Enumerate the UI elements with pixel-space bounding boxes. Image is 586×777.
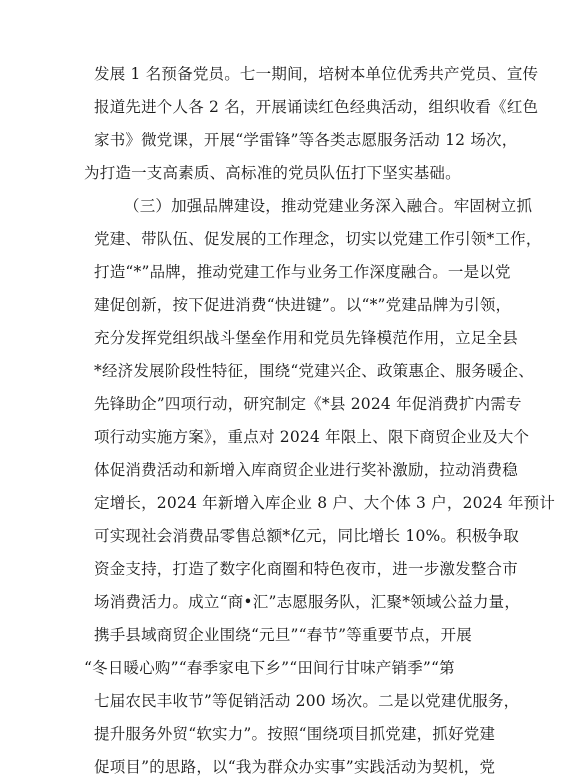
text-line: 携手县域商贸企业围绕“元旦”“春节”等重要节点，开展 [94, 626, 472, 644]
text-line: 家书》微党课，开展“学雷锋”等各类志愿服务活动 12 场次， [94, 131, 518, 149]
text-line: 充分发挥党组织战斗堡垒作用和党员先锋模范作用，立足全县 [94, 329, 518, 347]
text-line: 定增长，2024 年新增入库企业 8 户、大个体 3 户，2024 年预计 [94, 494, 556, 512]
text-line: 报道先进个人各 2 名，开展诵读红色经典活动，组织收看《红色 [94, 98, 539, 116]
text-line: 建促创新，按下促进消费“快进键”。以“*”党建品牌为引领， [94, 296, 512, 314]
text-line: 发展 1 名预备党员。七一期间，培树本单位优秀共产党员、宣传 [94, 65, 539, 83]
text-line: *经济发展阶段性特征，围绕“党建兴企、政策惠企、服务暖企、 [94, 362, 534, 380]
text-line: 先锋助企”四项行动，研究制定《*县 2024 年促消费扩内需专 [94, 395, 522, 413]
section-heading-line: （三）加强品牌建设，推动党建业务深入融合。牢固树立抓 [124, 197, 533, 215]
text-line: 资金支持，打造了数字化商圈和特色夜市，进一步激发整合市 [94, 560, 518, 578]
text-line: 为打造一支高素质、高标准的党员队伍打下坚实基础。 [84, 164, 461, 182]
text-line: 可实现社会消费品零售总额*亿元，同比增长 10%。积极争取 [94, 527, 519, 545]
text-line: 提升服务外贸“软实力”。按照“围绕项目抓党建，抓好党建 [94, 725, 496, 743]
text-line: 场消费活力。成立“商•汇”志愿服务队，汇聚*领域公益力量， [94, 593, 521, 611]
text-line: 促项目”的思路，以“我为群众办实事”实践活动为契机，党 [94, 758, 496, 776]
text-line: 党建、带队伍、促发展的工作理念，切实以党建工作引领*工作， [94, 230, 542, 248]
text-line: 项行动实施方案》，重点对 2024 年限上、限下商贸企业及大个 [94, 428, 530, 446]
text-line: 打造“*”品牌，推动党建工作与业务工作深度融合。一是以党 [94, 263, 511, 281]
text-line: “冬日暖心购”“春季家电下乡”“田间行甘味产销季”“第 [84, 659, 455, 677]
text-line: 体促消费活动和新增入库商贸企业进行奖补激励，拉动消费稳 [94, 461, 518, 479]
text-line: 七届农民丰收节”等促销活动 200 场次。二是以党建优服务， [94, 692, 520, 710]
